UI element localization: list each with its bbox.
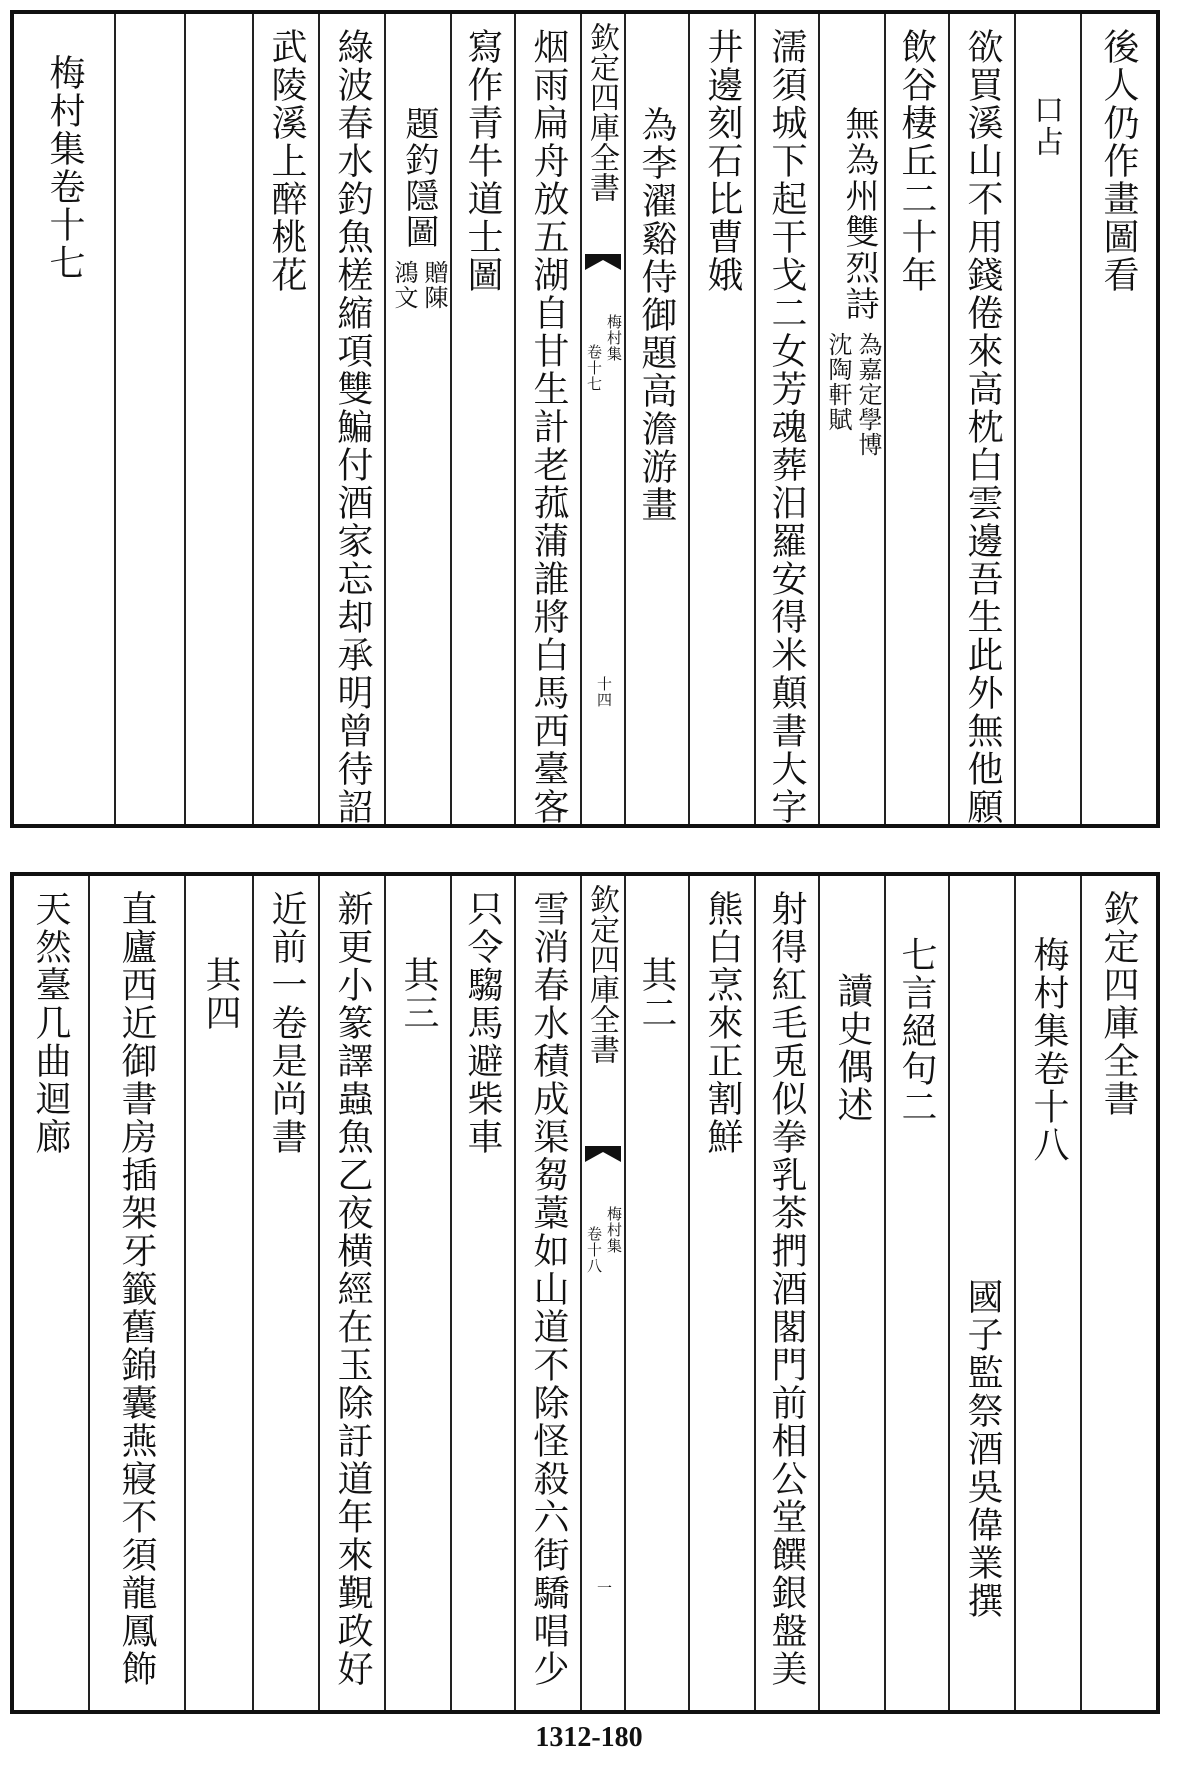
bottom-column-13-text: 新更小篆譯蟲魚乙夜横經在玉除訏道年來覲政好 [332,890,373,1688]
top-page-panel [10,10,1160,828]
top-column-12-note-b: 鴻文 [390,260,418,310]
top-column-5-title: 無為州雙烈詩 [839,106,879,322]
top-column-3 [950,14,1016,824]
bottom-column-13 [320,876,386,1710]
top-column-3-text: 欲買溪山不用錢倦來高枕白雲邊吾生此外無他願 [962,28,1003,826]
top-column-1 [1082,14,1156,824]
top-column-6-text: 濡須城下起干戈二女芳魂葬汨羅安得米顛書大字 [766,28,807,826]
top-column-8 [626,14,690,824]
bottom-column-1-text: 欽定四庫全書 [1098,890,1139,1118]
bottom-gutter-volume: 卷十八 [585,1226,603,1274]
bottom-page-panel [10,872,1160,1714]
bottom-column-5 [820,876,886,1710]
top-gutter-title: 欽定四庫全書 [584,22,619,202]
page-number: 1312-180 [535,1722,643,1753]
top-column-14 [254,14,320,824]
top-column-16 [116,14,186,824]
top-gutter-page: 十四 [595,676,613,708]
bottom-column-4-text: 七言絕句二 [896,936,937,1126]
bottom-column-17 [14,876,90,1710]
bottom-gutter-title: 欽定四庫全書 [584,884,619,1064]
top-column-7-text: 井邊刻石比曹娥 [702,28,743,294]
top-column-12-title: 題釣隱圖 [399,106,439,250]
fish-tail-mark [585,254,621,270]
bottom-column-15 [186,876,254,1710]
top-gutter-book: 梅村集 [605,314,623,362]
bottom-column-12-text: 其三 [398,956,439,1032]
top-column-4-text: 飲谷棲丘二十年 [896,28,937,294]
top-column-5-note-a: 為嘉定學博 [854,332,882,457]
bottom-column-8-text: 其二 [636,956,677,1032]
bottom-column-10-text: 雪消春水積成渠芻藁如山道不除怪殺六街驕唱少 [528,890,569,1688]
top-column-14-text: 武陵溪上醉桃花 [266,28,307,294]
top-column-17 [14,14,116,824]
bottom-column-6 [756,876,820,1710]
top-column-6 [756,14,820,824]
bottom-column-1 [1082,876,1156,1710]
bottom-column-12 [386,876,452,1710]
bottom-column-7-text: 熊白烹來正割鮮 [702,890,743,1156]
bottom-gutter [582,876,626,1710]
top-column-12-note-a: 贈陳 [420,260,448,310]
bottom-column-2 [1016,876,1082,1710]
bottom-column-16-text: 直廬西近御書房插架牙籤舊錦囊燕寢不須龍鳳飾 [116,890,157,1688]
top-column-17-text: 梅村集卷十七 [44,54,85,282]
bottom-column-6-text: 射得紅毛兎似拳乳茶捫酒閣門前相公堂饌銀盤美 [766,890,807,1688]
top-column-11-text: 寫作青牛道士圖 [462,28,503,294]
top-column-11 [452,14,516,824]
bottom-gutter-page: 一 [595,1580,613,1596]
top-column-10 [516,14,582,824]
top-column-15 [186,14,254,824]
bottom-column-3 [950,876,1016,1710]
top-column-2 [1016,14,1082,824]
top-column-4 [886,14,950,824]
bottom-column-11-text: 只令騶馬避柴車 [462,890,503,1156]
bottom-column-15-text: 其四 [200,956,241,1032]
bottom-column-4 [886,876,950,1710]
top-column-5 [820,14,886,824]
top-column-5-note-b: 沈陶軒賦 [824,332,852,432]
bottom-column-10 [516,876,582,1710]
bottom-gutter-book: 梅村集 [605,1206,623,1254]
bottom-column-16 [90,876,186,1710]
bottom-column-2-text: 梅村集卷十八 [1028,936,1069,1164]
bottom-column-17-text: 天然臺几曲迴廊 [30,890,71,1156]
bottom-column-3-text: 國子監祭酒吳偉業撰 [962,1278,1003,1620]
top-column-2-text: 口占 [1028,94,1063,158]
top-column-13-text: 綠波春水釣魚槎縮項雙鯿付酒家忘却承明曾待詔 [332,28,373,826]
top-column-13 [320,14,386,824]
bottom-column-14 [254,876,320,1710]
bottom-column-5-text: 讀史偶述 [832,972,873,1124]
top-column-8-text: 為李濯谿侍御題高澹游畫 [636,106,677,524]
top-column-12 [386,14,452,824]
top-column-10-text: 烟雨扁舟放五湖自甘生計老菰蒲誰將白馬西臺客 [528,28,569,826]
top-column-7 [690,14,756,824]
bottom-column-14-text: 近前一卷是尚書 [266,890,307,1156]
top-gutter-volume: 卷十七 [585,344,603,392]
bottom-column-11 [452,876,516,1710]
bottom-column-8 [626,876,690,1710]
bottom-column-7 [690,876,756,1710]
top-gutter [582,14,626,824]
fish-tail-mark [585,1146,621,1162]
top-column-1-text: 後人仍作畫圖看 [1098,28,1139,294]
